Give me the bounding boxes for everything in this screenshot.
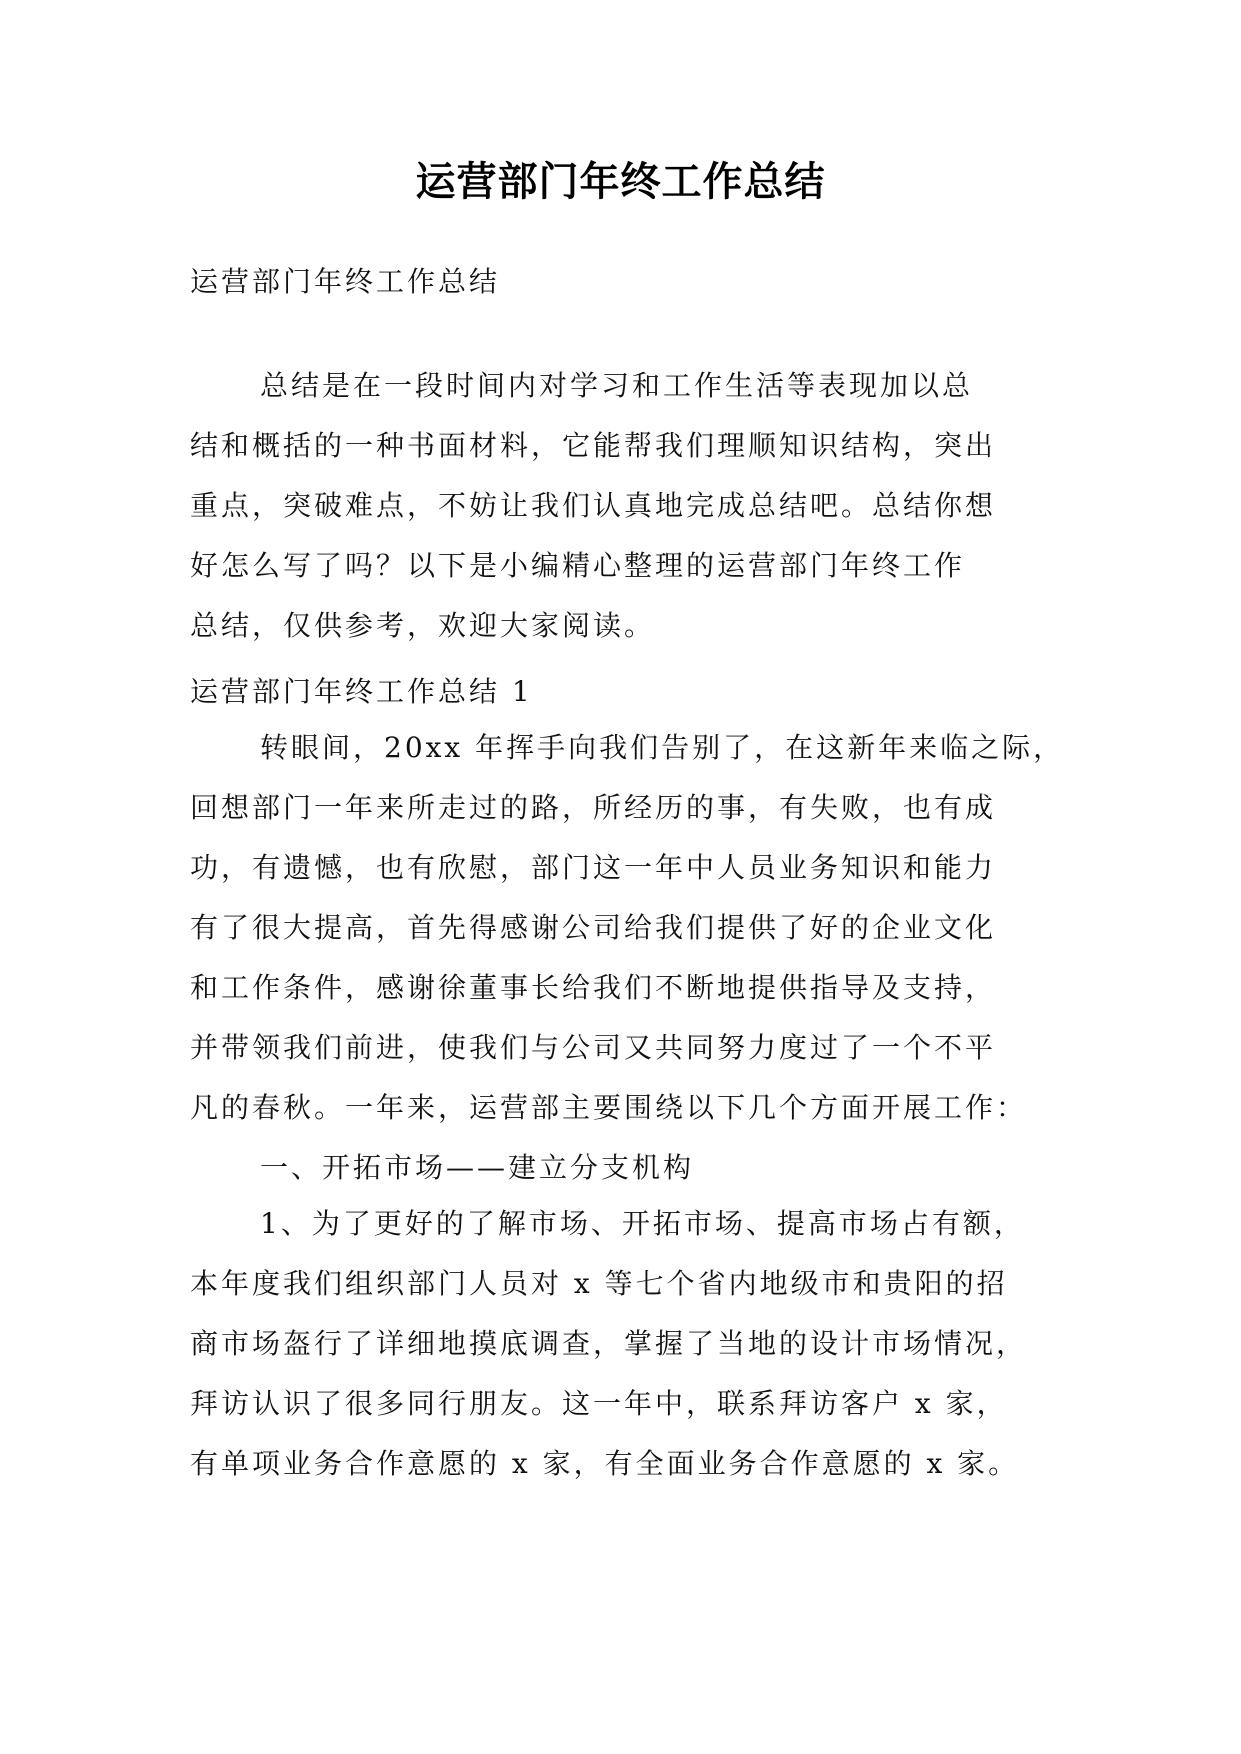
section-1-line: 功，有遗憾，也有欣慰，部门这一年中人员业务知识和能力 (190, 851, 997, 884)
point-1-paragraph (190, 1194, 1060, 1494)
section-1-paragraph (190, 718, 1065, 1138)
intro-line: 重点，突破难点，不妨让我们认真地完成总结吧。总结你想 (190, 489, 997, 522)
intro-line: 总结，仅供参考，欢迎大家阅读。 (190, 609, 656, 642)
section-1-heading: 运营部门年终工作总结 1 (190, 675, 533, 708)
section-1-line: 回想部门一年来所走过的路，所经历的事，有失败，也有成 (190, 791, 997, 824)
section-1-line: 有了很大提高，首先得感谢公司给我们提供了好的企业文化 (190, 911, 997, 944)
intro-paragraph (190, 356, 1060, 656)
point-1-line: 本年度我们组织部门人员对 x 等七个省内地级市和贵阳的招 (190, 1267, 1008, 1300)
section-1-line: 凡的春秋。一年来，运营部主要围绕以下几个方面开展工作： (190, 1091, 1028, 1124)
intro-line: 总结是在一段时间内对学习和工作生活等表现加以总 (260, 369, 974, 402)
section-1-line: 并带领我们前进，使我们与公司又共同努力度过了一个不平 (190, 1031, 997, 1064)
point-1-line: 拜访认识了很多同行朋友。这一年中，联系拜访客户 x 家， (190, 1387, 1008, 1420)
intro-line: 好怎么写了吗？以下是小编精心整理的运营部门年终工作 (190, 549, 966, 582)
section-1-line: 转眼间，20xx 年挥手向我们告别了，在这新年来临之际， (260, 731, 1065, 764)
document-subtitle: 运营部门年终工作总结 (190, 265, 501, 298)
point-1-heading: 一、开拓市场——建立分支机构 (260, 1151, 695, 1184)
point-1-line: 有单项业务合作意愿的 x 家，有全面业务合作意愿的 x 家。 (190, 1447, 1020, 1480)
document-title: 运营部门年终工作总结 (415, 158, 826, 205)
intro-line: 结和概括的一种书面材料，它能帮我们理顺知识结构，突出 (190, 429, 997, 462)
point-1-line: 1、为了更好的了解市场、开拓市场、提高市场占有额， (260, 1207, 1025, 1240)
section-1-line: 和工作条件，感谢徐董事长给我们不断地提供指导及支持， (190, 971, 997, 1004)
point-1-line: 商市场盔行了详细地摸底调查，掌握了当地的设计市场情况， (190, 1327, 1028, 1360)
